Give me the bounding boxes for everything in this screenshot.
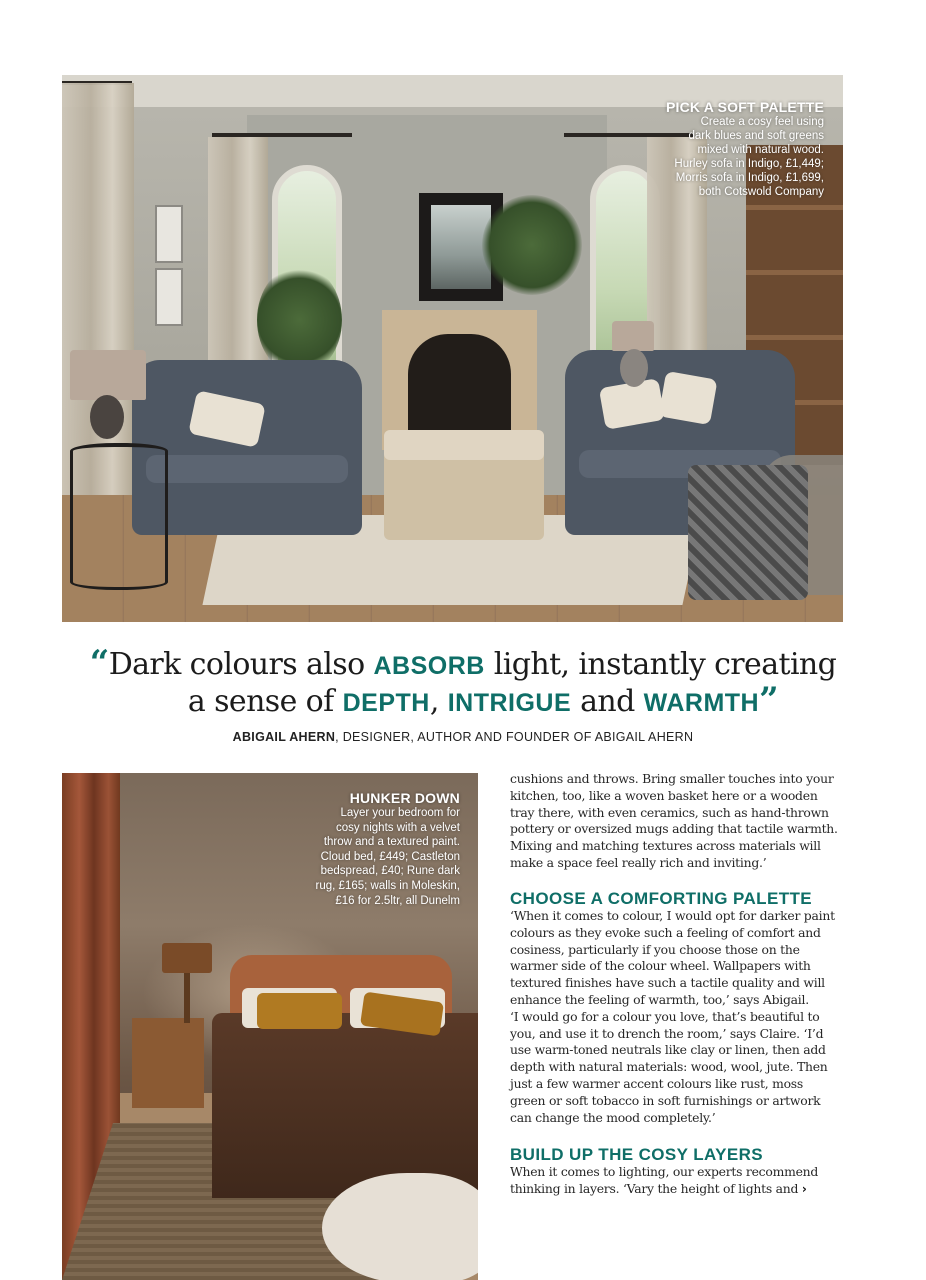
- body-paragraph-3: [510, 1164, 846, 1198]
- side-table: [70, 443, 168, 590]
- body-line: cushions and throws. Bring smaller touches into your: [510, 771, 834, 786]
- body-line: colours as they evoke such a feeling of comfort and: [510, 924, 821, 940]
- body-line-text: thinking in layers. ‘Vary the height of lights and: [510, 1180, 799, 1196]
- body-line: When it comes to lighting, our experts recommend: [510, 1164, 819, 1179]
- sheepskin-rug: [322, 1173, 478, 1280]
- pillow-right-2: [658, 371, 717, 425]
- body-line: you, and use it to drench the room,’ says Claire. ‘I’d: [510, 1025, 824, 1041]
- bedroom-photo: [62, 773, 478, 1280]
- body-line: use warm-toned neutrals like clay or linen, then add: [510, 1042, 826, 1058]
- open-quote-mark: “: [89, 643, 109, 683]
- quote-text: light, instantly creating: [484, 647, 837, 682]
- bedspread: [212, 1013, 478, 1198]
- wall-frame-top: [155, 205, 183, 263]
- quote-emphasis: DEPTH: [342, 689, 430, 717]
- bedside-lamp-stem: [184, 973, 190, 1023]
- caption-title: HUNKER DOWN: [349, 790, 460, 806]
- quote-text: Dark colours also: [108, 647, 374, 682]
- lamp-right: [612, 321, 654, 351]
- body-line: green or soft tobacco in soft furnishings or artwork: [510, 1092, 821, 1108]
- caption-line: £16 for 2.5ltr, all Dunelm: [335, 894, 460, 907]
- subheading-palette: CHOOSE A COMFORTING PALETTE: [510, 889, 812, 908]
- caption-line: throw and a textured paint.: [323, 836, 460, 849]
- body-line: depth with natural materials: wood, wool, jute. Then: [510, 1059, 828, 1075]
- ottoman: [384, 430, 544, 540]
- body-line: ‘When it comes to colour, I would opt for darker paint: [510, 908, 835, 923]
- pull-quote-line-1: [0, 643, 926, 683]
- body-line: ‘I would go for a colour you love, that’s beautiful to: [510, 1008, 820, 1024]
- quote-emphasis: WARMTH: [643, 689, 760, 717]
- body-line-last: [510, 1181, 846, 1198]
- caption-line: mixed with natural wood.: [697, 144, 824, 156]
- body-paragraph-2: [510, 908, 846, 1126]
- lamp-left: [70, 350, 146, 400]
- body-line: warmer side of the colour wheel. Wallpapers with: [510, 958, 811, 974]
- continue-arrow-icon: ›: [801, 1181, 807, 1196]
- quote-attribution: [0, 730, 926, 744]
- plant-mantel: [482, 195, 582, 295]
- attribution-name: ABIGAIL AHERN: [232, 730, 336, 744]
- lamp-right-base: [620, 349, 648, 387]
- quote-emphasis: ABSORB: [373, 652, 485, 680]
- photo-caption-bedroom: [260, 790, 460, 908]
- photo-caption-living-room: [614, 99, 824, 199]
- caption-line: Create a cosy feel using: [700, 116, 824, 128]
- body-line: enhance the feeling of warmth, too,’ says Abigail.: [510, 991, 809, 1007]
- quote-text: ,: [429, 684, 448, 719]
- body-line: pottery or oversized mugs adding that tactile warmth.: [510, 821, 838, 837]
- body-line: Mixing and matching textures across materials will: [510, 838, 821, 854]
- body-line: just a few warmer accent colours like rust, moss: [510, 1075, 804, 1091]
- subheading-layers: BUILD UP THE COSY LAYERS: [510, 1145, 764, 1164]
- pull-quote-line-2: [0, 680, 926, 720]
- caption-title: PICK A SOFT PALETTE: [665, 99, 824, 115]
- body-line: tray there, with even ceramics, such as hand-thrown: [510, 804, 829, 820]
- living-room-photo: [62, 75, 843, 622]
- caption-line: Layer your bedroom for: [340, 807, 460, 819]
- fireplace: [382, 310, 537, 450]
- nightstand: [132, 1018, 204, 1108]
- lamp-left-base: [90, 395, 124, 439]
- caption-line: cosy nights with a velvet: [335, 821, 460, 834]
- quote-text: and: [571, 684, 644, 719]
- body-line: cosiness, particularly if you choose those on the: [510, 941, 800, 957]
- body-paragraph-1: [510, 771, 846, 872]
- caption-line: rug, £165; walls in Moleskin,: [315, 879, 460, 892]
- close-quote-mark: ”: [759, 680, 779, 720]
- body-line: textured finishes have such a tactile quality and will: [510, 975, 825, 991]
- knitted-pouf: [688, 465, 808, 600]
- body-line: kitchen, too, like a woven basket here or a wooden: [510, 787, 818, 803]
- caption-line: both Cotswold Company: [698, 186, 824, 198]
- caption-line: bedspread, £40; Rune dark: [320, 865, 460, 878]
- caption-line: Cloud bed, £449; Castleton: [320, 850, 460, 863]
- caption-line: dark blues and soft greens: [688, 130, 824, 142]
- quote-text: a sense of: [187, 684, 343, 719]
- plant-left: [257, 265, 342, 375]
- bed-cushion-mustard: [257, 993, 342, 1029]
- quote-emphasis: INTRIGUE: [447, 689, 572, 717]
- body-line: make a space feel really rich and inviting.’: [510, 854, 767, 870]
- bedside-lamp: [162, 943, 212, 973]
- attribution-role: , DESIGNER, AUTHOR AND FOUNDER OF ABIGAIL AHERN: [335, 730, 694, 744]
- caption-line: Morris sofa in Indigo, £1,699,: [675, 172, 824, 184]
- body-line: can change the mood completely.’: [510, 1109, 716, 1125]
- wall-frame-bottom: [155, 268, 183, 326]
- caption-line: Hurley sofa in Indigo, £1,449;: [674, 158, 824, 170]
